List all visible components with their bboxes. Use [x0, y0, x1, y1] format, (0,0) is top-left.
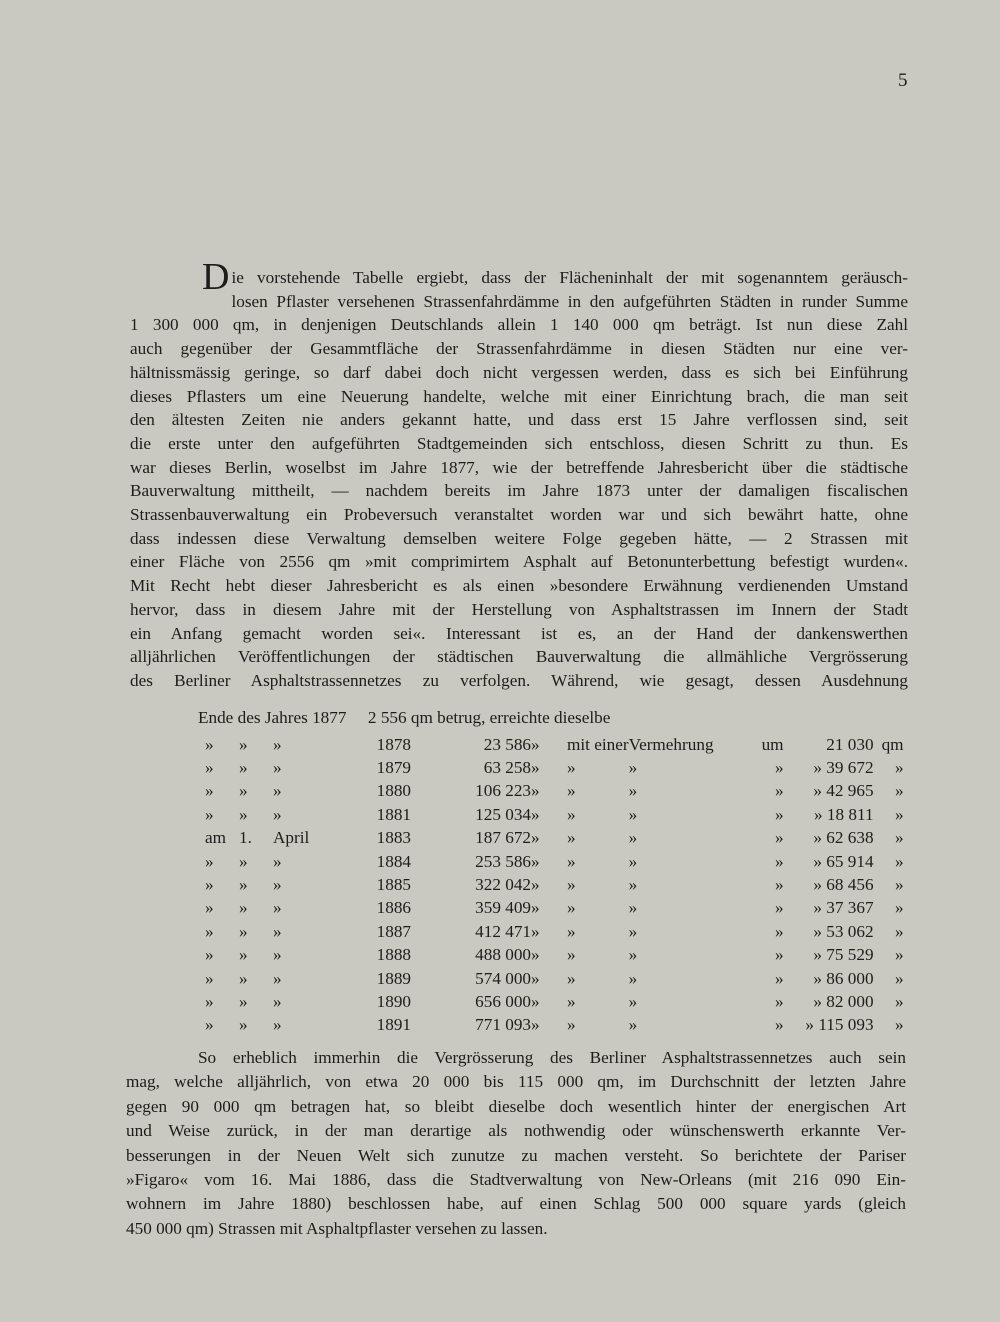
table-cell-year: 1883 [376, 828, 411, 848]
table-cell-d3: » [628, 804, 638, 824]
table-cell-d4: » [774, 898, 784, 918]
table-cell-year: 1880 [376, 781, 411, 801]
table-cell-c: » [273, 1015, 282, 1035]
table-cell-area: 187 672 [475, 828, 531, 848]
table-cell-d3: » [628, 1015, 638, 1035]
text-line: 450 000 qm) Strassen mit Asphaltpflaster versehen zu lassen. [126, 1218, 548, 1238]
table-cell-d1: » [531, 734, 540, 754]
table-cell-year: 1887 [376, 921, 411, 941]
table-cell-year: 1879 [376, 758, 411, 778]
paragraph-1 [130, 256, 908, 693]
table-cell-inc: » 18 811 [814, 804, 874, 824]
table-cell-d4: » [774, 781, 784, 801]
table-intro-line: Ende des Jahres 1877 2 556 qm betrug, erreichte dieselbe [198, 708, 611, 727]
table-cell-a: » [205, 968, 214, 988]
table-cell-a: » [205, 851, 214, 871]
table-row [205, 733, 904, 756]
table-cell-unit: » [894, 968, 904, 988]
table-cell-a: » [205, 758, 214, 778]
text-line: ie vorstehende Tabelle ergiebt, dass der Flächeninhalt der mit sogenanntem geräusch- [231, 268, 908, 287]
table-row [205, 944, 904, 967]
text-line: einer Fläche von 2556 qm »mit comprimirtem Asphalt auf Betonunterbettung befestigt wurden«. [130, 552, 908, 572]
table-cell-d3: » [628, 945, 638, 965]
table-cell-d4: » [774, 1015, 784, 1035]
table-cell-d4: » [774, 945, 784, 965]
table-cell-year: 1891 [376, 1015, 411, 1035]
table-cell-unit: » [894, 851, 904, 871]
table-cell-d4: » [774, 875, 784, 895]
table-cell-b: » [239, 804, 248, 824]
table-cell-unit: » [894, 991, 904, 1011]
table-cell-c: » [273, 945, 282, 965]
table-cell-area: 359 409 [475, 898, 531, 918]
text-line: den ältesten Zeiten nie anders gekannt hatte, und dass erst 15 Jahre verflossen sind, seit [130, 410, 908, 430]
table-row [205, 1014, 904, 1037]
table-cell-d3: » [628, 968, 638, 988]
table-cell-area: 771 093 [475, 1015, 531, 1035]
table-cell-d3: » [628, 875, 638, 895]
table-cell-a: » [205, 945, 214, 965]
table-cell-b: » [239, 945, 248, 965]
table-cell-area: 574 000 [475, 968, 531, 988]
table-cell-area: 656 000 [475, 991, 531, 1011]
table-cell-d4: » [774, 851, 784, 871]
table-cell-area: 322 042 [475, 875, 531, 895]
table-cell-c: » [273, 921, 282, 941]
table-cell-d3: » [628, 921, 638, 941]
table-cell-b: » [239, 875, 248, 895]
table-cell-a: » [205, 781, 214, 801]
text-line: die erste unter den aufgeführten Stadtgemeinden sich entschloss, diesen Schritt zu thun. Es [130, 433, 908, 453]
table-cell-d3: » [628, 758, 638, 778]
table-cell-d2: » [567, 945, 576, 965]
text-line: Bauverwaltung mittheilt, — nachdem bereits im Jahre 1873 unter der damaligen fiscalischen [130, 481, 908, 501]
table-cell-area: 23 586 [483, 734, 531, 754]
table-cell-c: » [273, 734, 282, 754]
table-cell-a: » [205, 1015, 214, 1035]
page-number: 5 [898, 70, 908, 91]
table-cell-c: » [273, 898, 282, 918]
table-cell-b: 1. [239, 828, 252, 848]
text-line: dass indessen diese Verwaltung demselben weitere Folge gegeben hätte, — 2 Strassen mit [130, 528, 908, 548]
table-cell-d2: » [567, 968, 576, 988]
table-cell-d4: um [761, 734, 784, 754]
table-cell-d1: » [531, 1015, 540, 1035]
table-cell-area: 253 586 [475, 851, 531, 871]
table-cell-year: 1889 [376, 968, 411, 988]
table-cell-inc: » 62 638 [813, 828, 874, 848]
table-cell-d1: » [531, 945, 540, 965]
text-line: war dieses Berlin, woselbst im Jahre 1877, wie der betreffende Jahresbericht über die städtische [130, 457, 908, 477]
table-cell-year: 1890 [376, 991, 411, 1011]
table-cell-d1: » [531, 968, 540, 988]
table-cell-area: 125 034 [475, 804, 531, 824]
table-cell-d2: » [567, 1015, 576, 1035]
table-cell-d3: Vermehrung [628, 734, 714, 754]
table-cell-a: » [205, 991, 214, 1011]
table-cell-inc: » 68 456 [813, 875, 874, 895]
table-cell-a: » [205, 921, 214, 941]
table-cell-b: » [239, 734, 248, 754]
table-cell-a: » [205, 734, 214, 754]
table-row [205, 756, 904, 779]
text-line: wohnern im Jahre 1880) beschlossen habe, auf einen Schlag 500 000 square yards (gleich [126, 1194, 906, 1214]
table-cell-c: » [273, 875, 282, 895]
text-line: hältnissmässig geringe, so darf dabei doch nicht vergessen werden, dass es sich bei Einführung [130, 362, 908, 382]
text-line: 1 300 000 qm, in denjenigen Deutschlands allein 1 140 000 qm beträgt. Ist nun diese Zahl [130, 315, 908, 335]
table-row [205, 850, 904, 873]
table-cell-inc: » 39 672 [813, 758, 874, 778]
table-cell-area: 106 223 [475, 781, 531, 801]
table-cell-area: 412 471 [475, 921, 531, 941]
table-cell-unit: qm [881, 734, 904, 754]
table-cell-year: 1884 [376, 851, 411, 871]
table-row [205, 780, 904, 803]
text-line: alljährlichen Veröffentlichungen der städtischen Bauverwaltung die allmähliche Vergrösserung [130, 647, 908, 667]
table-cell-c: April [273, 828, 310, 848]
table-cell-d3: » [628, 851, 638, 871]
table-cell-year: 1881 [376, 804, 411, 824]
table-row [205, 897, 904, 920]
table-cell-year: 1878 [376, 734, 411, 754]
table-row [205, 803, 904, 826]
table-cell-b: » [239, 991, 248, 1011]
text-line: ein Anfang gemacht worden sei«. Interessant ist es, an der Hand der dankenswerthen [130, 623, 908, 643]
table-cell-d3: » [628, 898, 638, 918]
table-cell-year: 1885 [376, 875, 411, 895]
table-cell-b: » [239, 898, 248, 918]
asphalt-growth-table [205, 733, 904, 1037]
table-cell-c: » [273, 968, 282, 988]
table-cell-d2: » [567, 781, 576, 801]
table-cell-d4: » [774, 758, 784, 778]
table-cell-d1: » [531, 781, 540, 801]
table-row [205, 873, 904, 896]
table-cell-b: » [239, 921, 248, 941]
table-cell-d2: » [567, 851, 576, 871]
text-line: und Weise zurück, in der man derartige als nothwendig oder wünschenswerth erkannte Ver- [126, 1121, 906, 1141]
table-cell-unit: » [894, 758, 904, 778]
table-cell-d1: » [531, 804, 540, 824]
text-line: Strassenbauverwaltung ein Probeversuch veranstaltet worden war und sich bewährt hatte, ohne [130, 505, 908, 525]
table-cell-area: 63 258 [483, 758, 531, 778]
table-cell-unit: » [894, 898, 904, 918]
table-cell-d4: » [774, 804, 784, 824]
table-cell-year: 1886 [376, 898, 411, 918]
table-cell-a: » [205, 898, 214, 918]
table-cell-unit: » [894, 875, 904, 895]
table-cell-d2: » [567, 991, 576, 1011]
table-cell-b: » [239, 851, 248, 871]
table-cell-d2: » [567, 804, 576, 824]
text-line: hervor, dass in diesem Jahre mit der Herstellung von Asphaltstrassen im Innern der Stadt [130, 599, 908, 619]
table-cell-a: am [205, 828, 226, 848]
table-cell-unit: » [894, 781, 904, 801]
table-cell-d4: » [774, 828, 784, 848]
table-cell-d2: » [567, 921, 576, 941]
table-cell-year: 1888 [376, 945, 411, 965]
table-cell-c: » [273, 758, 282, 778]
table-cell-d3: » [628, 828, 638, 848]
table-cell-b: » [239, 968, 248, 988]
paragraph-2 [126, 1046, 906, 1241]
table-cell-d2: » [567, 758, 576, 778]
table-cell-d1: » [531, 828, 540, 848]
table-cell-inc: » 65 914 [813, 851, 874, 871]
table-cell-b: » [239, 781, 248, 801]
text-line: losen Pflaster versehenen Strassenfahrdämme in den aufgeführten Städten in runder Summe [231, 291, 908, 311]
table-row [205, 827, 904, 850]
text-line: Mit Recht hebt dieser Jahresbericht es als einen »besondere Erwähnung verdienenden Umstand [130, 576, 908, 596]
table-cell-d1: » [531, 758, 540, 778]
table-cell-d3: » [628, 991, 638, 1011]
table-row [205, 990, 904, 1013]
table-cell-inc: » 75 529 [813, 945, 874, 965]
table-cell-area: 488 000 [475, 945, 531, 965]
table-cell-d1: » [531, 851, 540, 871]
text-line: auch gegenüber der Gesammtfläche der Strassenfahrdämme in diesen Städten nur eine ver- [130, 339, 908, 359]
table-cell-unit: » [894, 921, 904, 941]
text-line: dieses Pflasters um eine Neuerung handelte, welche mit einer Einrichtung brach, die man seit [130, 386, 908, 406]
table-cell-inc: » 82 000 [813, 991, 874, 1011]
table-cell-unit: » [894, 945, 904, 965]
table-cell-inc: » 37 367 [813, 898, 874, 918]
table-cell-d2: mit einer [567, 734, 629, 754]
text-line: gegen 90 000 qm betragen hat, so bleibt dieselbe doch wesentlich hinter der energischen Art [126, 1096, 906, 1116]
table-cell-unit: » [894, 1015, 904, 1035]
text-line: So erheblich immerhin die Vergrösserung des Berliner Asphaltstrassennetzes auch sein [198, 1048, 906, 1067]
table-cell-d3: » [628, 781, 638, 801]
table-cell-a: » [205, 804, 214, 824]
table-cell-c: » [273, 781, 282, 801]
table-cell-d1: » [531, 875, 540, 895]
table-cell-inc: » 115 093 [805, 1015, 874, 1035]
table-cell-d4: » [774, 991, 784, 1011]
table-cell-d2: » [567, 828, 576, 848]
table-cell-b: » [239, 1015, 248, 1035]
table-cell-inc: » 42 965 [813, 781, 874, 801]
table-row [205, 920, 904, 943]
table-cell-c: » [273, 804, 282, 824]
table-cell-d4: » [774, 968, 784, 988]
table-cell-c: » [273, 851, 282, 871]
table-cell-d2: » [567, 898, 576, 918]
table-cell-d4: » [774, 921, 784, 941]
table-cell-b: » [239, 758, 248, 778]
text-line: »Figaro« vom 16. Mai 1886, dass die Stadtverwaltung von New-Orleans (mit 216 090 Ein- [126, 1170, 906, 1190]
drop-cap: D [202, 256, 230, 298]
table-cell-c: » [273, 991, 282, 1011]
table-row [205, 967, 904, 990]
table-cell-d1: » [531, 921, 540, 941]
table-cell-a: » [205, 875, 214, 895]
table-cell-d1: » [531, 898, 540, 918]
text-line: mag, welche alljährlich, von etwa 20 000 bis 115 000 qm, im Durchschnitt der letzten Jahre [126, 1072, 906, 1092]
table-cell-inc: 21 030 [826, 734, 874, 754]
text-line: des Berliner Asphaltstrassennetzes zu verfolgen. Während, wie gesagt, dessen Ausdehnung [130, 670, 908, 690]
text-line: besserungen in der Neuen Welt sich zunutze zu machen versteht. So berichtete der Pariser [126, 1145, 906, 1165]
table-cell-inc: » 86 000 [813, 968, 874, 988]
table-cell-d2: » [567, 875, 576, 895]
table-cell-unit: » [894, 828, 904, 848]
table-cell-inc: » 53 062 [813, 921, 874, 941]
table-cell-d1: » [531, 991, 540, 1011]
table-cell-unit: » [894, 804, 904, 824]
